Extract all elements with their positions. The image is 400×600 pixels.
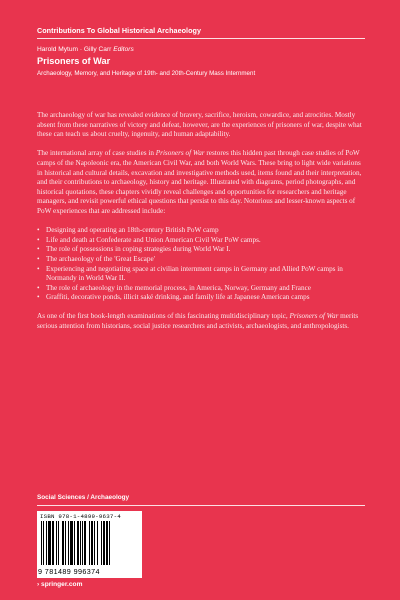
bullet-icon: •	[37, 254, 40, 263]
list-item-text: Experiencing and negotiating space at civilian internment camps in Germany and Allied PoW camps in Normandy in World War II.	[46, 264, 343, 283]
barcode-icon	[41, 521, 138, 565]
barcode-bar	[65, 521, 66, 565]
isbn-text: ISBN 978-1-4899-9637-4	[40, 513, 121, 520]
list-item	[37, 245, 367, 255]
barcode-bar	[82, 521, 83, 565]
barcode-bar	[106, 521, 108, 565]
barcode-bar	[48, 521, 51, 565]
list-item-text: Graffiti, decorative ponds, illicit saké drinking, and family life at Japanese American camps	[46, 293, 310, 302]
list-item-text: Life and death at Confederate and Union American Civil War PoW camps.	[46, 235, 261, 244]
list-item	[37, 284, 367, 294]
list-item	[37, 293, 367, 303]
description-book-title: Prisoners of War	[155, 149, 205, 158]
barcode-bar	[68, 521, 69, 565]
barcode-bar	[41, 521, 42, 565]
editors-label: Editors	[113, 46, 134, 53]
closing-book-title: Prisoners of War	[289, 312, 339, 321]
barcode-bar	[91, 521, 93, 565]
barcode-bar	[58, 521, 59, 565]
book-subtitle: Archaeology, Memory, and Heritage of 19th- and 20th-Century Mass Internment	[37, 70, 256, 77]
list-item	[37, 265, 367, 284]
barcode-bar	[52, 521, 54, 565]
barcode-bar	[103, 521, 105, 565]
description-paragraph	[37, 149, 367, 216]
barcode-bar	[101, 521, 102, 565]
barcode-bar	[109, 521, 110, 565]
blurb	[37, 111, 367, 341]
barcode-box	[37, 511, 142, 578]
list-item-text: The role of possessions in coping strategies during World War I.	[46, 245, 231, 254]
closing-text-end: merits serious attention from historians, social justice researchers and activists, archaeologists, and anthropologists.	[37, 312, 359, 331]
description-text-start: The international array of case studies in	[37, 149, 156, 158]
publisher-website: › springer.com	[37, 581, 83, 588]
series-title: Contributions To Global Historical Archaeology	[37, 26, 202, 35]
barcode-bar	[70, 521, 73, 565]
barcode-bar	[94, 521, 95, 565]
bullet-icon: •	[37, 226, 40, 235]
list-item	[37, 255, 367, 265]
bullet-icon: •	[37, 293, 40, 302]
barcode-bar	[84, 521, 86, 565]
intro-paragraph: The archaeology of war has revealed evidence of bravery, sacrifice, heroism, cowardice, and atrocities. Mostly absent from these narratives of victory and defeat, however, are the experiences of prisoners of war, despite what these can teach us about cruelty, ingenuity, and human adaptability.	[37, 111, 362, 139]
list-item	[37, 226, 367, 236]
barcode-bar	[46, 521, 47, 565]
barcode-bar	[89, 521, 90, 565]
barcode-bar	[62, 521, 64, 565]
barcode-bar	[74, 521, 75, 565]
list-item-text: The role of archaeology in the memorial process, in America, Norway, Germany and France	[46, 283, 311, 292]
book-title: Prisoners of War	[37, 56, 111, 66]
closing-text-start: As one of the first book-length examinations of this fascinating multidisciplinary topic,	[37, 312, 290, 321]
description-text-end: restores this hidden past through case studies of PoW camps of the Napoleonic era, the American Civil War, and both World Wars. These bring to light wide variations in historical and cultural details, excavation and investigative methods used, items found and their interpretation, and their contributions to archaeology, history and heritage. Illustrated with diagrams, period photographs, and historical quotations, these chapters vividly reveal challenges and opportunities for researchers and heritage managers, and revisit powerful ethical questions that persist to this day. Notorious and lesser-known aspects of PoW experiences that are addressed include:	[37, 149, 362, 215]
bullet-icon: •	[37, 283, 40, 292]
barcode-bar	[80, 521, 81, 565]
barcode-bar	[77, 521, 79, 565]
topics-list	[37, 226, 367, 303]
closing-paragraph	[37, 312, 367, 331]
list-item-text: The archaeology of the 'Great Escape'	[46, 254, 155, 263]
editor-names: Harold Mytum · Gilly Carr	[37, 46, 112, 53]
list-item-text: Designing and operating an 18th-century British PoW camp	[46, 226, 219, 235]
list-item	[37, 236, 367, 246]
barcode-bar	[43, 521, 44, 565]
bullet-icon: •	[37, 245, 40, 254]
barcode-digits: 9 781489 996374	[38, 567, 100, 576]
bullet-icon: •	[37, 264, 40, 273]
barcode-bar	[56, 521, 57, 565]
bullet-icon: •	[37, 235, 40, 244]
subject-category: Social Sciences / Archaeology	[37, 494, 130, 501]
top-divider	[37, 38, 365, 39]
barcode-bar	[97, 521, 98, 565]
bottom-divider	[37, 505, 365, 506]
editors-line	[37, 46, 134, 53]
